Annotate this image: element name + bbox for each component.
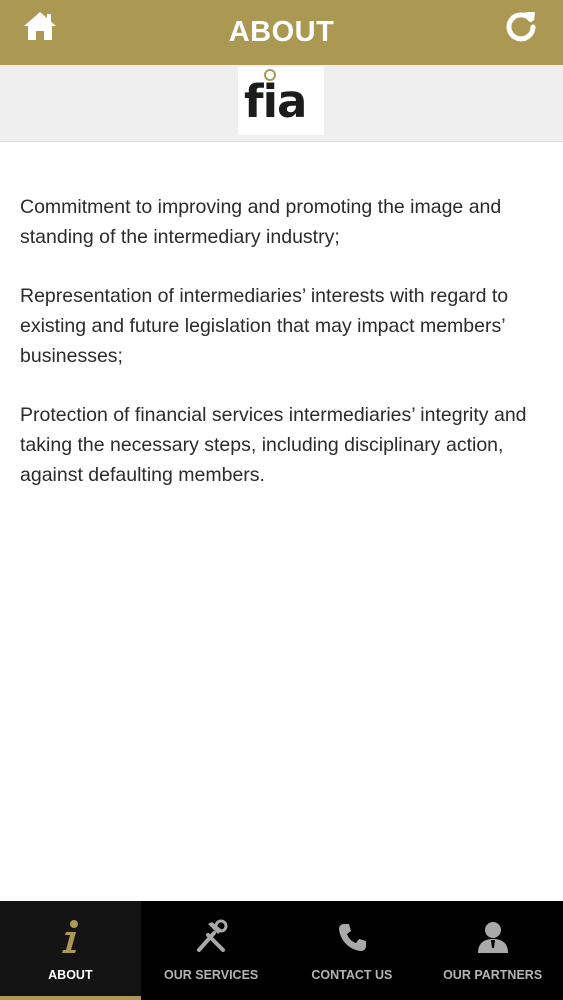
refresh-button[interactable] (501, 9, 541, 45)
bottom-tab-bar (0, 901, 563, 1000)
tab-our-partners-label: OUR PARTNERS (443, 968, 543, 982)
paragraph-representation: Representation of intermediaries’ interests with regard to existing and future legislation that may impact members’ businesses; (20, 285, 509, 367)
tab-our-services[interactable] (141, 901, 282, 1000)
app-header (0, 0, 563, 65)
info-icon (0, 919, 141, 955)
tools-icon (141, 919, 282, 955)
paragraph-commitment: Commitment to improving and promoting the image and standing of the intermediary industry; (20, 196, 502, 248)
tab-about-label: ABOUT (48, 968, 93, 982)
tab-contact-us[interactable] (282, 901, 423, 1000)
tab-about[interactable] (0, 901, 141, 1000)
refresh-icon (501, 9, 541, 45)
tab-our-services-label: OUR SERVICES (164, 968, 259, 982)
page-title: ABOUT (228, 16, 335, 48)
phone-icon (282, 919, 423, 955)
tab-our-partners[interactable] (422, 901, 563, 1000)
active-tab-indicator (0, 996, 141, 1000)
tab-contact-us-label: CONTACT US (311, 968, 393, 982)
person-icon (422, 919, 563, 955)
about-content (20, 192, 550, 519)
logo-text: fia (244, 75, 307, 128)
fia-logo (238, 67, 324, 135)
logo-bar (0, 65, 563, 142)
paragraph-protection: Protection of financial services intermediaries’ integrity and taking the necessary steps, including disciplinary action, against defaulting members. (20, 404, 527, 486)
